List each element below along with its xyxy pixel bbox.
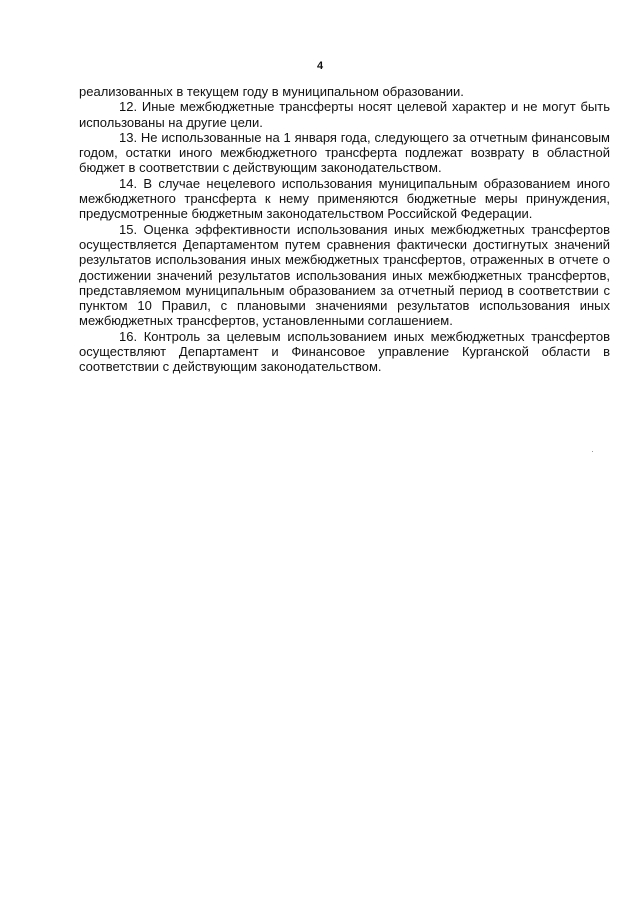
paragraph-continuation: реализованных в текущем году в муниципальном образовании. <box>79 84 464 99</box>
page-number: 4 <box>316 60 324 72</box>
paragraph-13: 13. Не использованные на 1 января года, следующего за отчетным финансовым годом, остатки иного межбюджетного трансферта подлежат возврату в областной бюджет в соответствии с действующим законодательством. <box>79 129 610 176</box>
paragraph-15: 15. Оценка эффективности использования иных межбюджетных трансфертов осуществляется Департаментом путем сравнения фактически достигнутых значений результатов использования иных межбюджетных трансфертов, отраженных в отчете о достижении значений результатов использования иных межбюджетных трансфертов, представляемом муниципальным образованием за отчетный период в соответствии с пунктом 10 Правил, с плановыми значениями результатов использования иных межбюджетных трансфертов, установленными соглашением. <box>79 221 610 329</box>
paragraph-14: 14. В случае нецелевого использования муниципальным образованием иного межбюджетного трансферта к нему применяются бюджетные меры принуждения, предусмотренные бюджетным законодательством Российской Федерации. <box>79 175 610 222</box>
paragraph-16: 16. Контроль за целевым использованием иных межбюджетных трансфертов осуществляют Департамент и Финансовое управление Курганской области в соответствии с действующим законодательством. <box>79 328 610 375</box>
document-body <box>79 84 610 375</box>
scan-mark <box>592 451 593 452</box>
paragraph-12: 12. Иные межбюджетные трансферты носят целевой характер и не могут быть использованы на другие цели. <box>79 99 610 130</box>
